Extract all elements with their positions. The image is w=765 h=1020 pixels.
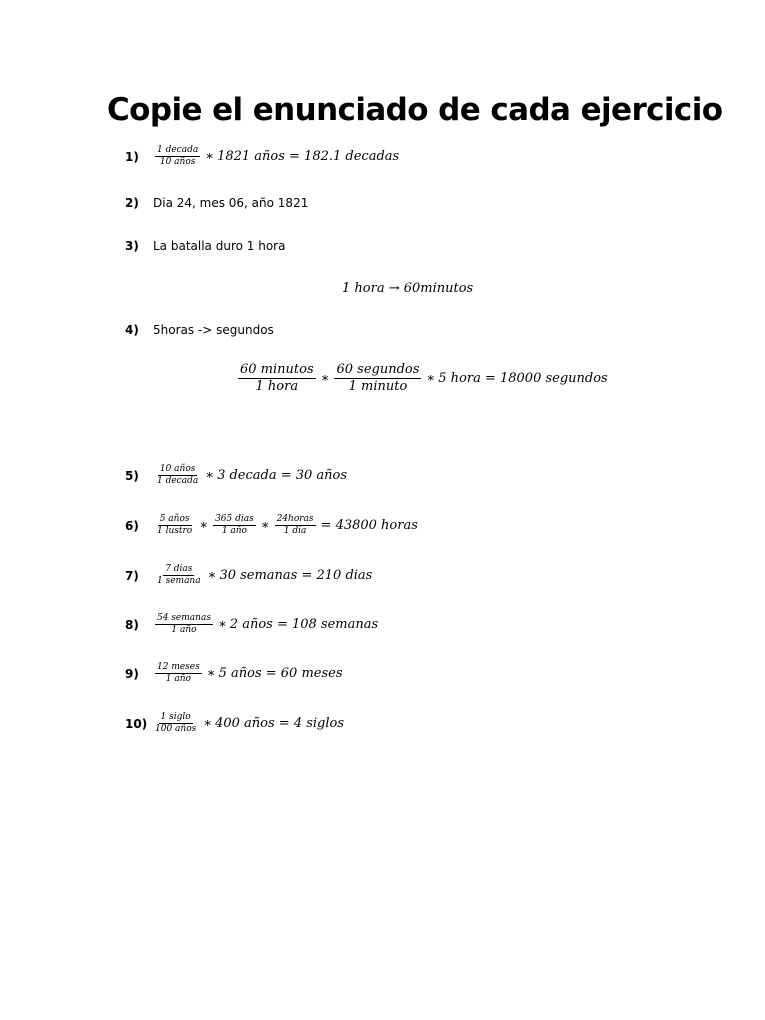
exercise-2-text: Dia 24, mes 06, año 1821	[153, 196, 309, 210]
expression-result: 400 años = 4 siglos	[215, 716, 345, 732]
exercise-number: 1)	[125, 149, 139, 164]
fraction-denominator: 1 hora	[255, 378, 299, 394]
exercise-3-conversion: 1 hora → 60minutos	[342, 281, 474, 296]
fraction-denominator: 1 año	[165, 674, 191, 685]
expression-result: 2 años = 108 semanas	[229, 617, 379, 633]
fraction-denominator: 1 minuto	[348, 378, 408, 394]
exercise-10	[125, 713, 344, 735]
exercise-number: 4)	[125, 323, 139, 337]
exercise-1-math	[153, 146, 399, 168]
page-title: Copie el enunciado de cada ejercicio	[107, 92, 723, 128]
expression-result: 5 hora = 18000 segundos	[438, 370, 608, 386]
fraction	[155, 663, 202, 685]
fraction	[334, 363, 421, 393]
exercise-number: 9)	[125, 666, 139, 681]
fraction-numerator: 7 dias	[163, 565, 194, 576]
exercise-number: 8)	[125, 617, 139, 632]
exercise-9	[125, 663, 343, 685]
multiply-operator: ∗	[203, 716, 213, 732]
multiply-operator: ∗	[205, 468, 215, 484]
fraction	[155, 565, 203, 587]
exercise-3	[125, 239, 285, 253]
fraction-numerator: 60 minutos	[240, 362, 314, 377]
exercise-4-math	[236, 363, 608, 393]
fraction-numerator: 54 semanas	[155, 614, 213, 625]
fraction-denominator: 1 dia	[283, 526, 307, 537]
fraction-numerator: 12 meses	[155, 663, 202, 674]
fraction-numerator: 24horas	[275, 515, 316, 526]
multiply-operator: ∗	[260, 518, 270, 534]
expression-result: 3 decada = 30 años	[217, 468, 348, 484]
multiply-operator: ∗	[320, 370, 330, 386]
multiply-operator: ∗	[207, 568, 217, 584]
exercise-5	[125, 465, 347, 487]
fraction-denominator: 10 años	[159, 157, 196, 168]
fraction-numerator: 365 dias	[213, 515, 256, 526]
fraction-numerator: 5 años	[158, 515, 192, 526]
fraction-numerator: 1 decada	[155, 146, 200, 157]
fraction	[155, 515, 194, 537]
exercise-2	[125, 196, 308, 210]
multiply-operator: ∗	[206, 666, 216, 682]
multiply-operator: ∗	[426, 370, 436, 386]
exercise-number: 6)	[125, 518, 139, 533]
multiply-operator: ∗	[217, 617, 227, 633]
fraction	[213, 515, 256, 537]
fraction	[275, 515, 316, 537]
fraction-denominator: 1 lustro	[157, 526, 193, 537]
exercise-number: 7)	[125, 568, 139, 583]
exercise-8	[125, 614, 378, 636]
fraction-denominator: 1 año	[221, 526, 247, 537]
exercise-number: 3)	[125, 239, 139, 253]
exercise-4	[125, 323, 274, 337]
fraction-denominator: 1 decada	[157, 476, 199, 487]
expression-result: 1821 años = 182.1 decadas	[217, 149, 400, 165]
exercise-3-text: La batalla duro 1 hora	[153, 239, 286, 253]
fraction-denominator: 100 años	[155, 724, 197, 735]
fraction	[155, 146, 200, 168]
exercise-6	[125, 515, 418, 537]
exercise-number: 5)	[125, 468, 139, 483]
multiply-operator: ∗	[199, 518, 209, 534]
exercise-4-text: 5horas -> segundos	[153, 323, 274, 337]
fraction-denominator: 1 año	[171, 625, 197, 636]
expression-result: = 43800 horas	[320, 518, 418, 534]
fraction	[153, 713, 198, 735]
fraction-numerator: 1 siglo	[159, 713, 193, 724]
multiply-operator: ∗	[205, 149, 215, 165]
fraction	[155, 614, 213, 636]
exercise-number: 2)	[125, 196, 139, 210]
fraction	[238, 363, 316, 393]
exercise-number: 10)	[125, 716, 148, 731]
expression-result: 5 años = 60 meses	[218, 666, 343, 682]
exercise-1	[125, 146, 399, 168]
expression-result: 30 semanas = 210 dias	[219, 568, 373, 584]
fraction	[155, 465, 200, 487]
fraction-numerator: 10 años	[158, 465, 198, 476]
fraction-numerator: 60 segundos	[336, 362, 420, 377]
exercise-7	[125, 565, 372, 587]
fraction-denominator: 1 semana	[157, 576, 201, 587]
